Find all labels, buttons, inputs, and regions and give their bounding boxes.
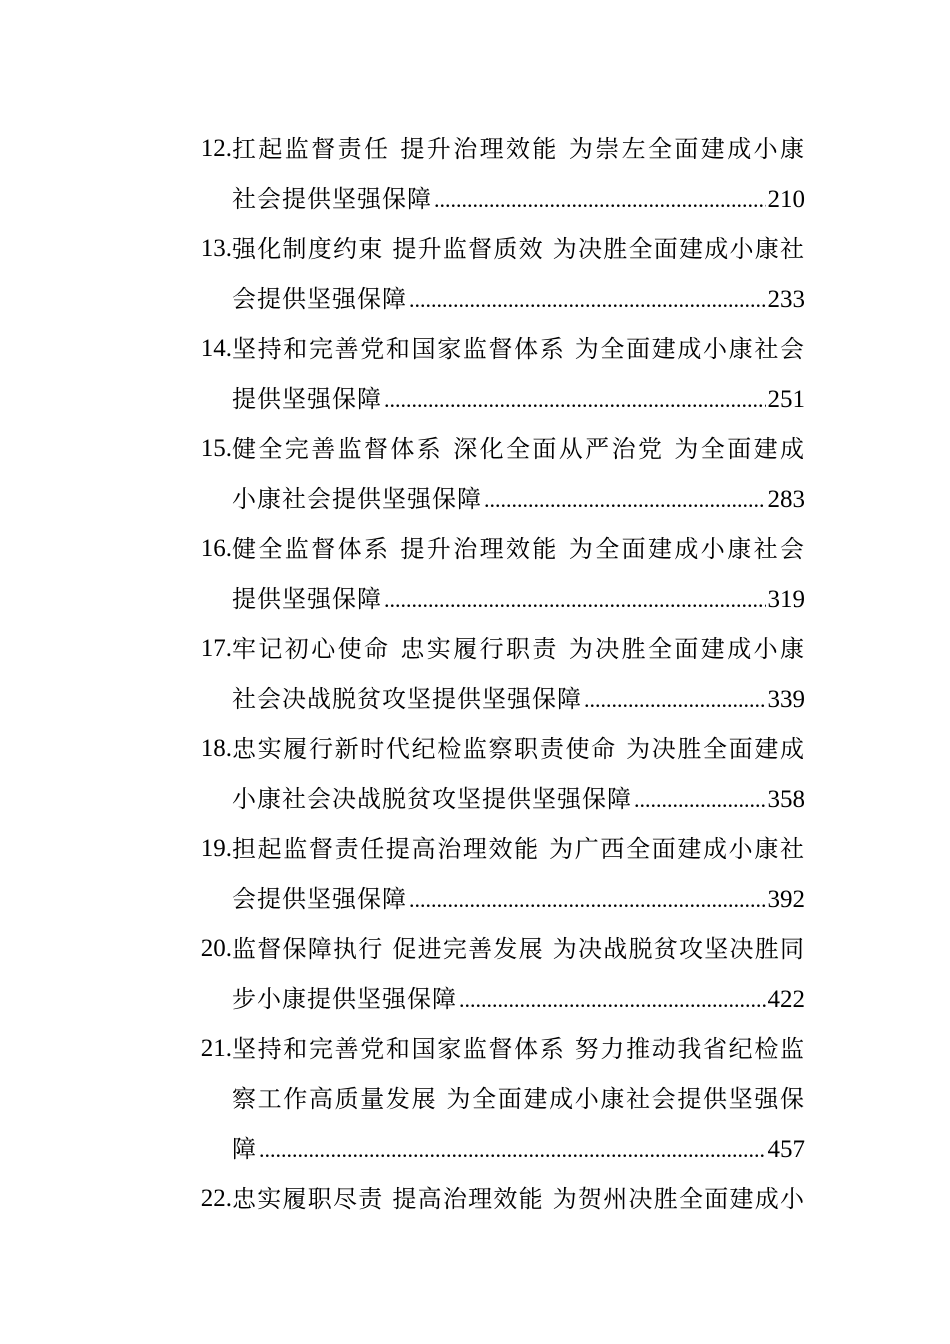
entry-title-line: 牢记初心使命 忠实履行职责 为决胜全面建成小康: [232, 635, 805, 663]
dot-leader: [409, 875, 766, 925]
dot-leader: [434, 175, 766, 225]
entry-title-line: 障: [232, 1135, 257, 1163]
toc-entry[interactable]: [0, 324, 950, 424]
page-number: 392: [767, 886, 805, 913]
entry-title-line: 社会提供坚强保障: [232, 185, 432, 213]
page-number: 283: [767, 486, 805, 513]
entry-title-line: 察工作高质量发展 为全面建成小康社会提供坚强保: [232, 1085, 805, 1113]
entry-title-line: 强化制度约束 提升监督质效 为决胜全面建成小康社: [232, 235, 805, 263]
entry-title-line: 小康社会提供坚强保障: [232, 485, 482, 513]
toc-entry[interactable]: [0, 524, 950, 624]
entry-title-line: 提供坚强保障: [232, 585, 382, 613]
dot-leader: [384, 575, 766, 625]
entry-number: 19.: [200, 835, 232, 862]
entry-number: 20.: [200, 935, 232, 962]
entry-title-line: 小康社会决战脱贫攻坚提供坚强保障: [232, 785, 632, 813]
entry-title-line: 社会决战脱贫攻坚提供坚强保障: [232, 685, 582, 713]
entry-title-line: 扛起监督责任 提升治理效能 为崇左全面建成小康: [232, 135, 805, 163]
toc-entry[interactable]: [0, 624, 950, 724]
entry-number: 17.: [200, 635, 232, 662]
entry-title-line: 会提供坚强保障: [232, 285, 407, 313]
page-number: 358: [767, 786, 805, 813]
dot-leader: [484, 475, 766, 525]
entry-title-line: 提供坚强保障: [232, 385, 382, 413]
table-of-contents: [0, 124, 950, 1224]
page-number: 422: [767, 986, 805, 1013]
entry-number: 13.: [200, 235, 232, 262]
toc-entry[interactable]: [0, 824, 950, 924]
dot-leader: [409, 275, 766, 325]
page-number: 210: [767, 186, 805, 213]
entry-title-line: 坚持和完善党和国家监督体系 为全面建成小康社会: [232, 335, 805, 363]
entry-title-line: 忠实履职尽责 提高治理效能 为贺州决胜全面建成小: [232, 1185, 805, 1213]
entry-title-line: 监督保障执行 促进完善发展 为决战脱贫攻坚决胜同: [232, 935, 805, 963]
page-number: 319: [767, 586, 805, 613]
entry-number: 21.: [200, 1035, 232, 1062]
entry-number: 18.: [200, 735, 232, 762]
entry-number: 16.: [200, 535, 232, 562]
dot-leader: [634, 775, 766, 825]
entry-number: 22.: [200, 1185, 232, 1212]
toc-entry[interactable]: [0, 424, 950, 524]
entry-number: 15.: [200, 435, 232, 462]
dot-leader: [584, 675, 766, 725]
entry-title-line: 忠实履行新时代纪检监察职责使命 为决胜全面建成: [232, 735, 805, 763]
toc-entry[interactable]: [0, 1024, 950, 1174]
entry-number: 12.: [200, 135, 232, 162]
dot-leader: [384, 375, 766, 425]
entry-title-line: 担起监督责任提高治理效能 为广西全面建成小康社: [232, 835, 805, 863]
toc-entry[interactable]: [0, 124, 950, 224]
entry-title-line: 步小康提供坚强保障: [232, 985, 457, 1013]
toc-entry[interactable]: [0, 724, 950, 824]
dot-leader: [259, 1125, 766, 1175]
page-number: 457: [767, 1136, 805, 1163]
entry-number: 14.: [200, 335, 232, 362]
page-number: 233: [767, 286, 805, 313]
entry-title-line: 健全完善监督体系 深化全面从严治党 为全面建成: [232, 435, 805, 463]
entry-title-line: 健全监督体系 提升治理效能 为全面建成小康社会: [232, 535, 805, 563]
entry-title-line: 坚持和完善党和国家监督体系 努力推动我省纪检监: [232, 1035, 805, 1063]
entry-title-line: 会提供坚强保障: [232, 885, 407, 913]
toc-entry[interactable]: [0, 924, 950, 1024]
page-number: 251: [767, 386, 805, 413]
dot-leader: [459, 975, 766, 1025]
toc-entry[interactable]: [0, 224, 950, 324]
page-number: 339: [767, 686, 805, 713]
toc-entry[interactable]: [0, 1174, 950, 1224]
